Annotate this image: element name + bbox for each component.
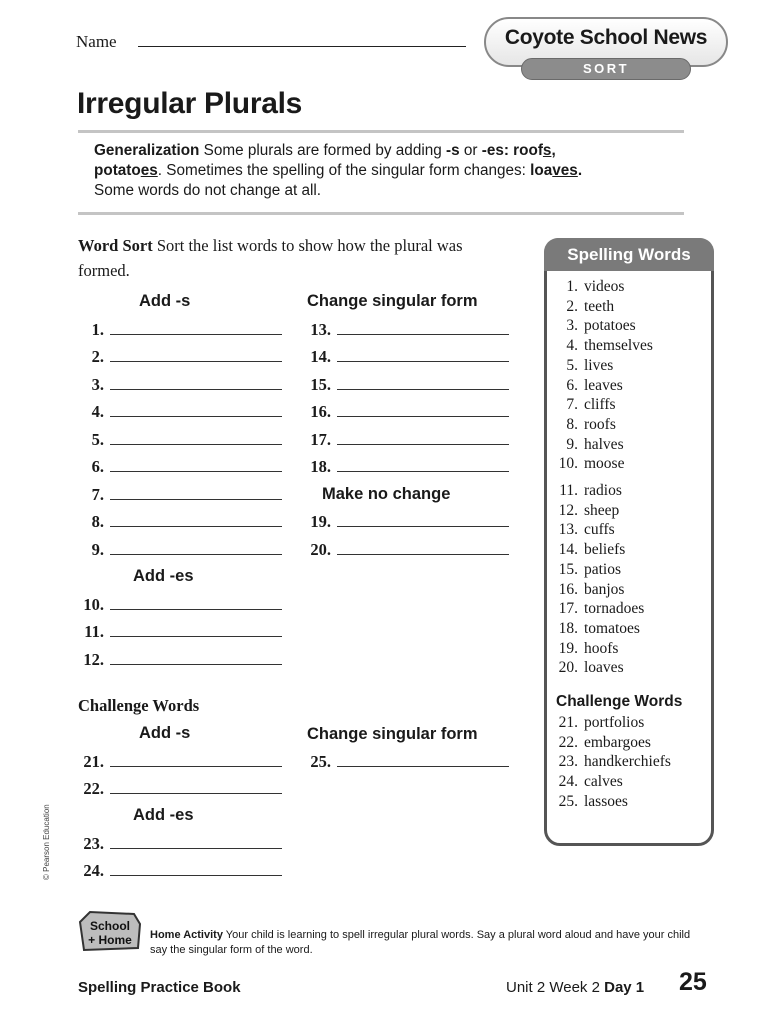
spelling-word: 4. themselves bbox=[566, 337, 653, 355]
answer-blank[interactable] bbox=[110, 541, 282, 555]
answer-row[interactable] bbox=[78, 650, 282, 670]
row-number: 22. bbox=[83, 779, 104, 798]
answer-row[interactable] bbox=[307, 430, 509, 450]
challenge-add-es-header: Add -es bbox=[133, 806, 194, 824]
name-label: Name bbox=[76, 32, 117, 51]
row-number: 2. bbox=[91, 347, 104, 366]
answer-blank[interactable] bbox=[110, 862, 282, 876]
spelling-words-list bbox=[548, 277, 653, 474]
school-home-logo-icon bbox=[76, 908, 144, 954]
spelling-word: 19. hoofs bbox=[558, 639, 619, 657]
answer-blank[interactable] bbox=[110, 486, 282, 500]
badge-title: Coyote School News bbox=[504, 26, 708, 49]
spelling-word: 5. lives bbox=[566, 356, 614, 374]
make-no-change-header: Make no change bbox=[322, 485, 451, 503]
spelling-word: 6. leaves bbox=[566, 376, 623, 394]
answer-blank[interactable] bbox=[110, 376, 282, 390]
row-number: 23. bbox=[83, 834, 104, 853]
generalization-text bbox=[94, 141, 674, 201]
answer-blank[interactable] bbox=[110, 780, 282, 794]
spelling-word: 10. moose bbox=[558, 455, 625, 473]
answer-row[interactable] bbox=[78, 375, 282, 395]
answer-row[interactable] bbox=[78, 485, 282, 505]
answer-blank[interactable] bbox=[110, 321, 282, 335]
answer-row[interactable] bbox=[307, 402, 509, 422]
answer-row[interactable] bbox=[78, 347, 282, 367]
footer-day: Day 1 bbox=[604, 979, 645, 996]
challenge-word: 25. lassoes bbox=[558, 792, 628, 810]
row-number: 20. bbox=[310, 540, 331, 559]
answer-row[interactable] bbox=[78, 752, 282, 772]
answer-row[interactable] bbox=[78, 595, 282, 615]
answer-row[interactable] bbox=[78, 861, 282, 881]
challenge-word: 22. embargoes bbox=[558, 733, 651, 751]
spelling-word: 9. halves bbox=[566, 435, 624, 453]
gen-ex3b: ves bbox=[552, 162, 578, 179]
word-sort-instructions bbox=[78, 233, 498, 283]
answer-blank[interactable] bbox=[337, 376, 509, 390]
answer-blank[interactable] bbox=[110, 753, 282, 767]
row-number: 14. bbox=[310, 347, 331, 366]
spelling-word: 8. roofs bbox=[566, 415, 616, 433]
answer-row[interactable] bbox=[78, 540, 282, 560]
answer-blank[interactable] bbox=[337, 458, 509, 472]
generalization-label: Generalization bbox=[94, 142, 200, 159]
challenge-words-list bbox=[548, 713, 671, 812]
gen-text-1: Some plurals are formed by adding bbox=[199, 142, 446, 159]
spelling-word: 16. banjos bbox=[558, 580, 625, 598]
challenge-add-s-header: Add -s bbox=[139, 724, 191, 742]
spelling-word: 1. videos bbox=[566, 278, 625, 295]
footer-unit: Unit 2 Week 2 bbox=[506, 979, 605, 996]
home-activity-label: Home Activity bbox=[150, 929, 223, 941]
copyright-notice: © Pearson Education bbox=[42, 804, 51, 880]
answer-row[interactable] bbox=[307, 375, 509, 395]
row-number: 8. bbox=[91, 512, 104, 531]
row-number: 15. bbox=[310, 375, 331, 394]
challenge-words-label: Challenge Words bbox=[78, 696, 200, 715]
answer-row[interactable] bbox=[78, 457, 282, 477]
row-number: 24. bbox=[83, 861, 104, 880]
answer-row[interactable] bbox=[78, 430, 282, 450]
logo-line-2: + Home bbox=[88, 933, 132, 947]
answer-row[interactable] bbox=[78, 779, 282, 799]
challenge-word: 23. handkerchiefs bbox=[558, 753, 671, 771]
challenge-word: 21. portfolios bbox=[558, 714, 645, 731]
change-singular-header: Change singular form bbox=[307, 292, 478, 310]
gen-line-3: Some words do not change at all. bbox=[94, 182, 322, 199]
answer-blank[interactable] bbox=[337, 321, 509, 335]
spelling-word: 15. patios bbox=[558, 560, 622, 578]
name-field-line[interactable] bbox=[138, 46, 466, 47]
answer-blank[interactable] bbox=[110, 431, 282, 445]
gen-ex2b: es bbox=[140, 162, 158, 179]
spelling-word: 3. potatoes bbox=[566, 317, 636, 335]
answer-blank[interactable] bbox=[110, 403, 282, 417]
spelling-word: 12. sheep bbox=[558, 501, 620, 519]
answer-row[interactable] bbox=[78, 834, 282, 854]
spelling-words-list-2 bbox=[548, 481, 644, 678]
row-number: 10. bbox=[83, 595, 104, 614]
gen-or: or bbox=[459, 142, 482, 159]
add-s-header: Add -s bbox=[139, 292, 191, 310]
answer-row[interactable] bbox=[307, 752, 509, 772]
home-activity bbox=[150, 928, 710, 958]
answer-blank[interactable] bbox=[337, 348, 509, 362]
row-number: 11. bbox=[84, 622, 104, 641]
answer-row[interactable] bbox=[78, 622, 282, 642]
spelling-word: 17. tornadoes bbox=[558, 600, 645, 618]
logo-line-1: School bbox=[89, 919, 131, 933]
spelling-word: 11. radios bbox=[559, 482, 622, 499]
spelling-word: 2. teeth bbox=[566, 297, 615, 315]
answer-blank[interactable] bbox=[337, 753, 509, 767]
footer-book-title: Spelling Practice Book bbox=[78, 979, 241, 996]
word-sort-label: Word Sort bbox=[78, 236, 153, 255]
row-number: 18. bbox=[310, 457, 331, 476]
footer-unit-week bbox=[506, 979, 644, 996]
spelling-word: 20. loaves bbox=[558, 659, 624, 677]
spelling-word: 13. cuffs bbox=[558, 521, 615, 539]
page-title: Irregular Plurals bbox=[77, 87, 302, 120]
row-number: 12. bbox=[83, 650, 104, 669]
add-es-header: Add -es bbox=[133, 567, 194, 585]
divider-bottom bbox=[78, 212, 684, 215]
answer-blank[interactable] bbox=[337, 541, 509, 555]
answer-blank[interactable] bbox=[337, 431, 509, 445]
answer-blank[interactable] bbox=[110, 623, 282, 637]
gen-ex3a: loa bbox=[530, 162, 553, 179]
row-number: 17. bbox=[310, 430, 331, 449]
challenge-words-heading: Challenge Words bbox=[556, 693, 683, 710]
answer-blank[interactable] bbox=[337, 513, 509, 527]
divider-top bbox=[78, 130, 684, 133]
row-number: 4. bbox=[91, 402, 104, 421]
answer-blank[interactable] bbox=[337, 403, 509, 417]
answer-row[interactable] bbox=[307, 540, 509, 560]
answer-row[interactable] bbox=[78, 320, 282, 340]
spelling-words-title: Spelling Words bbox=[544, 238, 714, 271]
answer-row[interactable] bbox=[307, 347, 509, 367]
gen-ex1a: roof bbox=[508, 142, 543, 159]
answer-row[interactable] bbox=[78, 402, 282, 422]
spelling-word: 14. beliefs bbox=[558, 541, 626, 559]
challenge-change-singular-header: Change singular form bbox=[307, 725, 478, 743]
row-number: 7. bbox=[91, 485, 104, 504]
answer-blank[interactable] bbox=[110, 651, 282, 665]
gen-ex1b: s bbox=[542, 142, 552, 159]
gen-es: -es: bbox=[481, 142, 509, 159]
gen-comma: , bbox=[551, 142, 556, 159]
gen-ex2a: potato bbox=[94, 162, 141, 179]
answer-blank[interactable] bbox=[110, 596, 282, 610]
answer-blank[interactable] bbox=[110, 348, 282, 362]
challenge-word: 24. calves bbox=[558, 773, 623, 791]
page-number: 25 bbox=[679, 968, 707, 996]
answer-blank[interactable] bbox=[110, 458, 282, 472]
row-number: 25. bbox=[310, 752, 331, 771]
row-number: 9. bbox=[91, 540, 104, 559]
row-number: 6. bbox=[91, 457, 104, 476]
answer-row[interactable] bbox=[307, 457, 509, 477]
row-number: 16. bbox=[310, 402, 331, 421]
row-number: 13. bbox=[310, 320, 331, 339]
row-number: 5. bbox=[91, 430, 104, 449]
spelling-word: 7. cliffs bbox=[566, 396, 616, 414]
row-number: 19. bbox=[310, 512, 331, 531]
answer-blank[interactable] bbox=[110, 513, 282, 527]
word-sort-text: Sort the list words to show how the plural was formed. bbox=[78, 236, 463, 280]
answer-blank[interactable] bbox=[110, 835, 282, 849]
answer-row[interactable] bbox=[78, 512, 282, 532]
row-number: 3. bbox=[91, 375, 104, 394]
row-number: 1. bbox=[91, 320, 104, 339]
gen-text-2: . Sometimes the spelling of the singular form changes: bbox=[157, 162, 531, 179]
home-activity-text: Your child is learning to spell irregular plural words. Say a plural word aloud and have your child say the singular form of the word. bbox=[150, 929, 691, 956]
gen-s: -s bbox=[446, 142, 460, 159]
sort-pill: SORT bbox=[521, 58, 691, 80]
answer-row[interactable] bbox=[307, 512, 509, 532]
spelling-word: 18. tomatoes bbox=[558, 619, 640, 637]
answer-row[interactable] bbox=[307, 320, 509, 340]
row-number: 21. bbox=[83, 752, 104, 771]
gen-period: . bbox=[577, 162, 583, 179]
